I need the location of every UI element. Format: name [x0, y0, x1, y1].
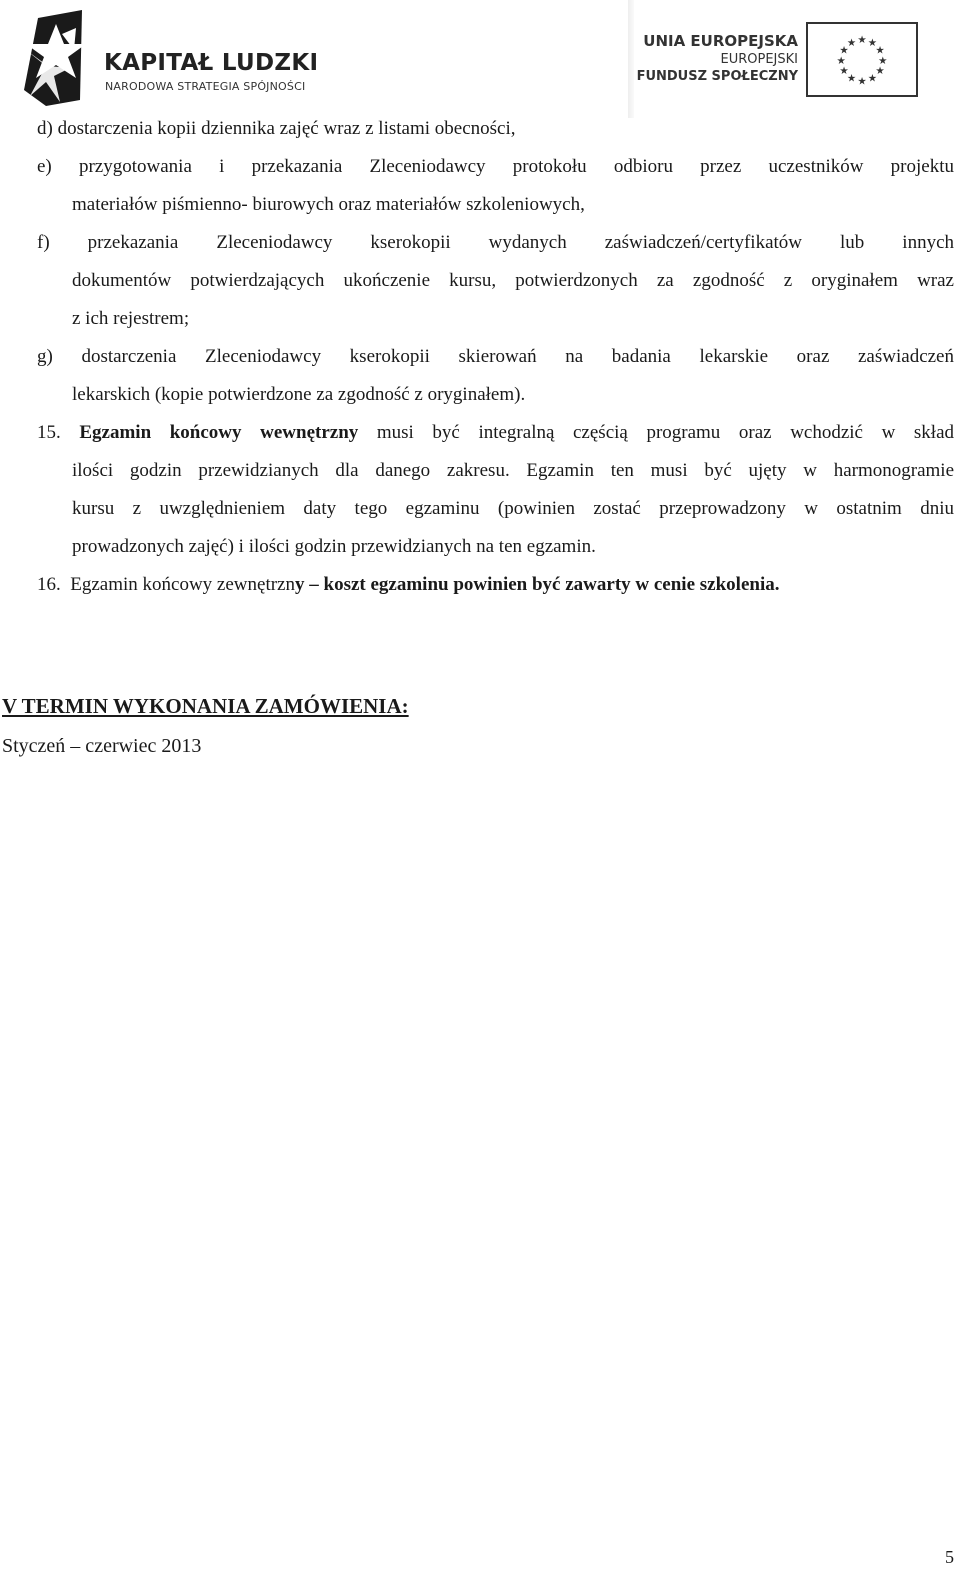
point-16-bold: y – koszt egzaminu powinien być zawarty w cenie szkolenia.: [295, 574, 780, 595]
point-16: [37, 573, 779, 597]
svg-text:★: ★: [839, 44, 849, 57]
item-e-line1: e) przygotowania i przekazania Zleceniodawcy protokołu odbioru przez uczestników projektu: [37, 156, 954, 177]
eu-logo-line2: EUROPEJSKI: [720, 52, 798, 67]
eu-logo-text: [637, 31, 798, 85]
point-16-number: 16.: [37, 574, 61, 595]
point-16-normal: Egzamin końcowy zewnętrzn: [70, 574, 295, 595]
point-15-line3: kursu z uwzględnieniem daty tego egzaminu (powinien zostać przeprowadzony w ostatnim dniu: [72, 498, 954, 519]
kapital-ludzki-subtitle: NARODOWA STRATEGIA SPÓJNOŚCI: [105, 80, 306, 93]
point-15-line2: ilości godzin przewidzianych dla danego zakresu. Egzamin ten musi być ujęty w harmonogramie: [72, 460, 954, 481]
eu-flag-icon: [806, 22, 918, 97]
point-15-line1: [37, 421, 954, 445]
page-number: 5: [945, 1547, 954, 1567]
svg-text:★: ★: [867, 72, 878, 85]
svg-text:★: ★: [839, 65, 849, 78]
kapital-ludzki-star-icon: [16, 10, 102, 110]
section-heading: V TERMIN WYKONANIA ZAMÓWIENIA:: [2, 694, 409, 718]
item-f-line1: f) przekazania Zleceniodawcy kserokopii wydanych zaświadczeń/certyfikatów lub innych: [37, 232, 954, 253]
item-g-line1: g) dostarczenia Zleceniodawcy kserokopii skierowań na badania lekarskie oraz zaświadczeń: [37, 346, 954, 367]
svg-text:★: ★: [875, 65, 885, 78]
kapital-ludzki-logo: [16, 10, 326, 110]
svg-text:★: ★: [846, 36, 857, 49]
svg-text:★: ★: [836, 54, 846, 67]
svg-text:★: ★: [857, 75, 867, 88]
item-e-line2: materiałów piśmienno- biurowych oraz materiałów szkoleniowych,: [72, 194, 585, 215]
point-15-bold: Egzamin końcowy wewnętrzny: [79, 422, 359, 443]
logo-divider: [628, 0, 634, 118]
item-f-line2: dokumentów potwierdzających ukończenie kursu, potwierdzonych za zgodność z oryginałem wraz: [72, 270, 954, 291]
svg-text:★: ★: [857, 33, 867, 46]
point-15-number: 15.: [37, 422, 61, 443]
item-g-line2: lekarskich (kopie potwierdzone za zgodność z oryginałem).: [72, 384, 526, 405]
svg-text:★: ★: [878, 54, 888, 67]
svg-text:★: ★: [846, 72, 857, 85]
svg-text:★: ★: [867, 36, 878, 49]
section-date: Styczeń – czerwiec 2013: [2, 735, 202, 757]
item-f-line3: z ich rejestrem;: [72, 308, 190, 329]
eu-logo: [628, 0, 928, 120]
svg-text:★: ★: [875, 44, 885, 57]
point-15-rest: musi być integralną częścią programu oraz wchodzić w skład: [358, 422, 955, 443]
item-d: d) dostarczenia kopii dziennika zajęć wraz z listami obecności,: [37, 118, 516, 139]
eu-logo-line3: FUNDUSZ SPOŁECZNY: [636, 69, 798, 84]
kapital-ludzki-title: KAPITAŁ LUDZKI: [104, 50, 319, 76]
point-15-line4: prowadzonych zajęć) i ilości godzin przewidzianych na ten egzamin.: [72, 536, 596, 557]
eu-logo-line1: UNIA EUROPEJSKA: [643, 32, 798, 50]
